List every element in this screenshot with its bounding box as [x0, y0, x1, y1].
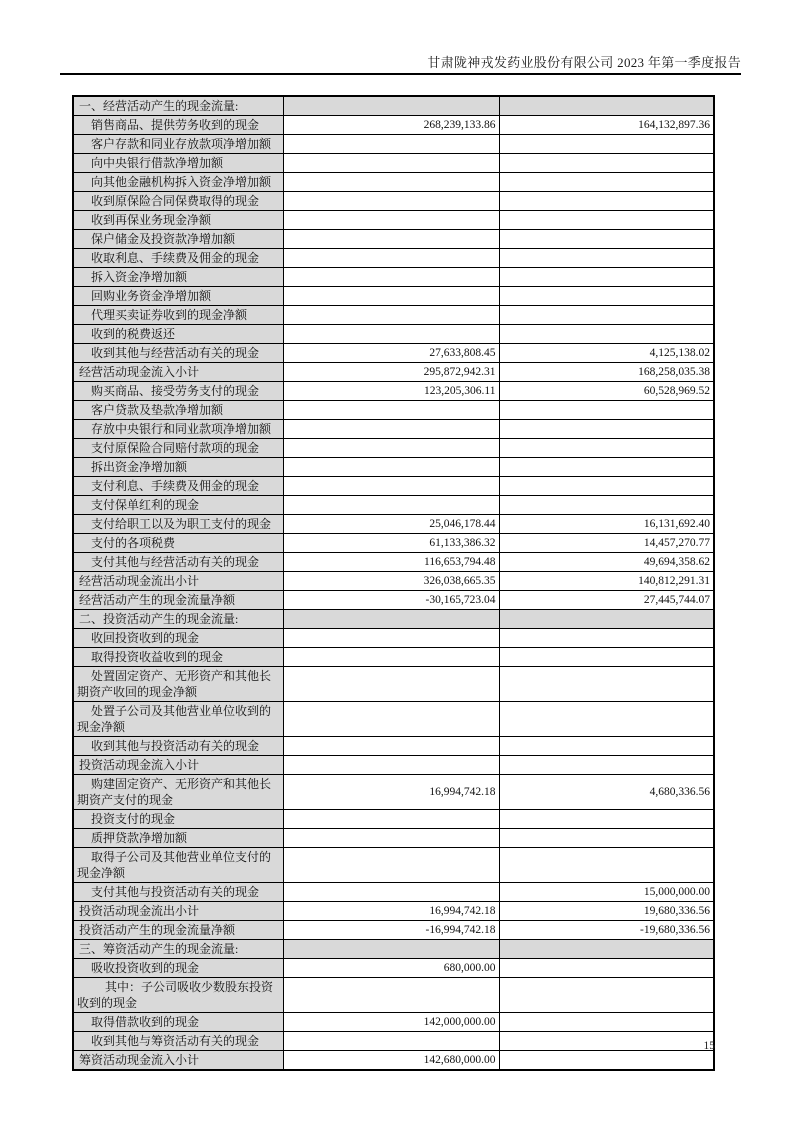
table-row — [73, 883, 714, 902]
current-period-amount — [283, 154, 499, 173]
current-period-amount — [283, 211, 499, 230]
row-label: 收到其他与投资活动有关的现金 — [73, 737, 283, 756]
prior-period-amount — [499, 702, 714, 737]
row-label: 其中：子公司吸收少数股东投资收到的现金 — [73, 978, 283, 1013]
current-period-amount — [283, 756, 499, 775]
row-label: 支付给职工以及为职工支付的现金 — [73, 515, 283, 534]
row-label: 处置固定资产、无形资产和其他长期资产收回的现金净额 — [73, 667, 283, 702]
table-row — [73, 553, 714, 572]
table-row — [73, 458, 714, 477]
current-period-amount — [283, 496, 499, 515]
table-row — [73, 401, 714, 420]
current-period-amount: 27,633,808.45 — [283, 344, 499, 363]
row-label: 支付的各项税费 — [73, 534, 283, 553]
row-label: 客户存款和同业存放款项净增加额 — [73, 135, 283, 154]
row-label: 支付其他与经营活动有关的现金 — [73, 553, 283, 572]
current-period-amount: 123,205,306.11 — [283, 382, 499, 401]
row-label: 经营活动现金流入小计 — [73, 363, 283, 382]
current-period-amount: 61,133,386.32 — [283, 534, 499, 553]
row-label: 投资支付的现金 — [73, 810, 283, 829]
table-row — [73, 572, 714, 591]
current-period-amount: 295,872,942.31 — [283, 363, 499, 382]
current-period-amount — [283, 978, 499, 1013]
current-period-amount: -16,994,742.18 — [283, 921, 499, 940]
table-row — [73, 534, 714, 553]
table-row — [73, 477, 714, 496]
current-period-amount — [283, 325, 499, 344]
prior-period-amount — [499, 1013, 714, 1032]
row-label: 收到原保险合同保费取得的现金 — [73, 192, 283, 211]
current-period-amount — [283, 737, 499, 756]
row-label: 购建固定资产、无形资产和其他长期资产支付的现金 — [73, 775, 283, 810]
prior-period-amount — [499, 420, 714, 439]
table-row — [73, 135, 714, 154]
cash-flow-table-body — [73, 96, 714, 1070]
cash-flow-statement-table — [72, 95, 715, 1071]
current-period-amount — [283, 306, 499, 325]
table-row — [73, 1051, 714, 1071]
prior-period-amount: 164,132,897.36 — [499, 116, 714, 135]
prior-period-amount — [499, 648, 714, 667]
row-label: 向中央银行借款净增加额 — [73, 154, 283, 173]
prior-period-amount — [499, 268, 714, 287]
current-period-amount — [283, 829, 499, 848]
row-label: 经营活动产生的现金流量净额 — [73, 591, 283, 610]
table-row — [73, 515, 714, 534]
row-label: 取得借款收到的现金 — [73, 1013, 283, 1032]
prior-period-amount — [499, 458, 714, 477]
current-period-amount — [283, 249, 499, 268]
table-row — [73, 439, 714, 458]
current-period-amount — [283, 940, 499, 959]
current-period-amount — [283, 173, 499, 192]
row-label: 收到的税费返还 — [73, 325, 283, 344]
table-row — [73, 667, 714, 702]
header-rule-divider — [60, 73, 741, 75]
current-period-amount: 142,000,000.00 — [283, 1013, 499, 1032]
current-period-amount — [283, 287, 499, 306]
table-row — [73, 249, 714, 268]
table-row — [73, 192, 714, 211]
row-label: 投资活动现金流出小计 — [73, 902, 283, 921]
prior-period-amount — [499, 667, 714, 702]
prior-period-amount: 19,680,336.56 — [499, 902, 714, 921]
table-row — [73, 829, 714, 848]
current-period-amount — [283, 96, 499, 116]
prior-period-amount — [499, 96, 714, 116]
row-label: 代理买卖证券收到的现金净额 — [73, 306, 283, 325]
current-period-amount — [283, 439, 499, 458]
table-row — [73, 629, 714, 648]
prior-period-amount — [499, 629, 714, 648]
prior-period-amount: 49,694,358.62 — [499, 553, 714, 572]
prior-period-amount — [499, 477, 714, 496]
table-row — [73, 325, 714, 344]
current-period-amount — [283, 883, 499, 902]
prior-period-amount — [499, 829, 714, 848]
current-period-amount — [283, 477, 499, 496]
prior-period-amount: 140,812,291.31 — [499, 572, 714, 591]
prior-period-amount — [499, 192, 714, 211]
current-period-amount: 142,680,000.00 — [283, 1051, 499, 1071]
prior-period-amount: -19,680,336.56 — [499, 921, 714, 940]
row-label: 经营活动现金流出小计 — [73, 572, 283, 591]
prior-period-amount — [499, 756, 714, 775]
current-period-amount: 16,994,742.18 — [283, 902, 499, 921]
table-row — [73, 978, 714, 1013]
row-label: 二、投资活动产生的现金流量: — [73, 610, 283, 629]
row-label: 支付原保险合同赔付款项的现金 — [73, 439, 283, 458]
current-period-amount — [283, 648, 499, 667]
row-label: 取得子公司及其他营业单位支付的现金净额 — [73, 848, 283, 883]
row-label: 支付其他与投资活动有关的现金 — [73, 883, 283, 902]
table-row — [73, 306, 714, 325]
table-row — [73, 648, 714, 667]
table-row — [73, 268, 714, 287]
current-period-amount: 268,239,133.86 — [283, 116, 499, 135]
row-label: 投资活动产生的现金流量净额 — [73, 921, 283, 940]
row-label: 收到再保业务现金净额 — [73, 211, 283, 230]
prior-period-amount — [499, 287, 714, 306]
table-row — [73, 116, 714, 135]
current-period-amount — [283, 420, 499, 439]
prior-period-amount — [499, 173, 714, 192]
current-period-amount — [283, 192, 499, 211]
table-row — [73, 810, 714, 829]
current-period-amount: 326,038,665.35 — [283, 572, 499, 591]
table-row — [73, 902, 714, 921]
prior-period-amount — [499, 154, 714, 173]
table-row — [73, 848, 714, 883]
row-label: 处置子公司及其他营业单位收到的现金净额 — [73, 702, 283, 737]
table-row — [73, 344, 714, 363]
row-label: 收取利息、手续费及佣金的现金 — [73, 249, 283, 268]
row-label: 支付保单红利的现金 — [73, 496, 283, 515]
current-period-amount: 25,046,178.44 — [283, 515, 499, 534]
prior-period-amount — [499, 810, 714, 829]
current-period-amount — [283, 458, 499, 477]
prior-period-amount: 4,125,138.02 — [499, 344, 714, 363]
prior-period-amount — [499, 1051, 714, 1071]
table-row — [73, 959, 714, 978]
prior-period-amount — [499, 959, 714, 978]
report-header-title: 甘肃陇神戎发药业股份有限公司 2023 年第一季度报告 — [427, 55, 741, 70]
prior-period-amount: 27,445,744.07 — [499, 591, 714, 610]
row-label: 质押贷款净增加额 — [73, 829, 283, 848]
row-label: 客户贷款及垫款净增加额 — [73, 401, 283, 420]
row-label: 吸收投资收到的现金 — [73, 959, 283, 978]
current-period-amount — [283, 810, 499, 829]
table-row — [73, 420, 714, 439]
table-row — [73, 230, 714, 249]
current-period-amount — [283, 702, 499, 737]
table-row — [73, 921, 714, 940]
table-row — [73, 496, 714, 515]
current-period-amount: 116,653,794.48 — [283, 553, 499, 572]
prior-period-amount — [499, 848, 714, 883]
table-row — [73, 591, 714, 610]
section-header-row — [73, 940, 714, 959]
current-period-amount — [283, 268, 499, 287]
prior-period-amount — [499, 230, 714, 249]
row-label: 收回投资收到的现金 — [73, 629, 283, 648]
prior-period-amount — [499, 306, 714, 325]
section-header-row — [73, 610, 714, 629]
row-label: 存放中央银行和同业款项净增加额 — [73, 420, 283, 439]
row-label: 保户储金及投资款净增加额 — [73, 230, 283, 249]
row-label: 筹资活动现金流入小计 — [73, 1051, 283, 1071]
table-row — [73, 702, 714, 737]
prior-period-amount — [499, 439, 714, 458]
row-label: 支付利息、手续费及佣金的现金 — [73, 477, 283, 496]
row-label: 投资活动现金流入小计 — [73, 756, 283, 775]
row-label: 拆出资金净增加额 — [73, 458, 283, 477]
row-label: 一、经营活动产生的现金流量: — [73, 96, 283, 116]
row-label: 销售商品、提供劳务收到的现金 — [73, 116, 283, 135]
table-row — [73, 287, 714, 306]
prior-period-amount — [499, 610, 714, 629]
current-period-amount — [283, 610, 499, 629]
table-row — [73, 154, 714, 173]
table-row — [73, 756, 714, 775]
table-row — [73, 1013, 714, 1032]
current-period-amount — [283, 230, 499, 249]
prior-period-amount — [499, 940, 714, 959]
prior-period-amount: 14,457,270.77 — [499, 534, 714, 553]
page-number: 15 — [703, 1040, 715, 1052]
table-row — [73, 737, 714, 756]
row-label: 向其他金融机构拆入资金净增加额 — [73, 173, 283, 192]
row-label: 购买商品、接受劳务支付的现金 — [73, 382, 283, 401]
prior-period-amount: 60,528,969.52 — [499, 382, 714, 401]
prior-period-amount: 15,000,000.00 — [499, 883, 714, 902]
table-row — [73, 382, 714, 401]
prior-period-amount — [499, 737, 714, 756]
prior-period-amount: 168,258,035.38 — [499, 363, 714, 382]
current-period-amount: 16,994,742.18 — [283, 775, 499, 810]
current-period-amount — [283, 629, 499, 648]
current-period-amount — [283, 667, 499, 702]
table-row — [73, 775, 714, 810]
prior-period-amount — [499, 978, 714, 1013]
row-label: 取得投资收益收到的现金 — [73, 648, 283, 667]
row-label: 回购业务资金净增加额 — [73, 287, 283, 306]
row-label: 收到其他与经营活动有关的现金 — [73, 344, 283, 363]
table-row — [73, 363, 714, 382]
prior-period-amount — [499, 249, 714, 268]
table-row — [73, 173, 714, 192]
table-row — [73, 211, 714, 230]
row-label: 收到其他与筹资活动有关的现金 — [73, 1032, 283, 1051]
prior-period-amount — [499, 325, 714, 344]
current-period-amount: 680,000.00 — [283, 959, 499, 978]
current-period-amount — [283, 848, 499, 883]
current-period-amount — [283, 135, 499, 154]
prior-period-amount: 4,680,336.56 — [499, 775, 714, 810]
current-period-amount — [283, 401, 499, 420]
prior-period-amount: 16,131,692.40 — [499, 515, 714, 534]
prior-period-amount — [499, 496, 714, 515]
prior-period-amount — [499, 211, 714, 230]
row-label: 三、筹资活动产生的现金流量: — [73, 940, 283, 959]
row-label: 拆入资金净增加额 — [73, 268, 283, 287]
prior-period-amount — [499, 401, 714, 420]
section-header-row — [73, 96, 714, 116]
current-period-amount: -30,165,723.04 — [283, 591, 499, 610]
prior-period-amount — [499, 135, 714, 154]
